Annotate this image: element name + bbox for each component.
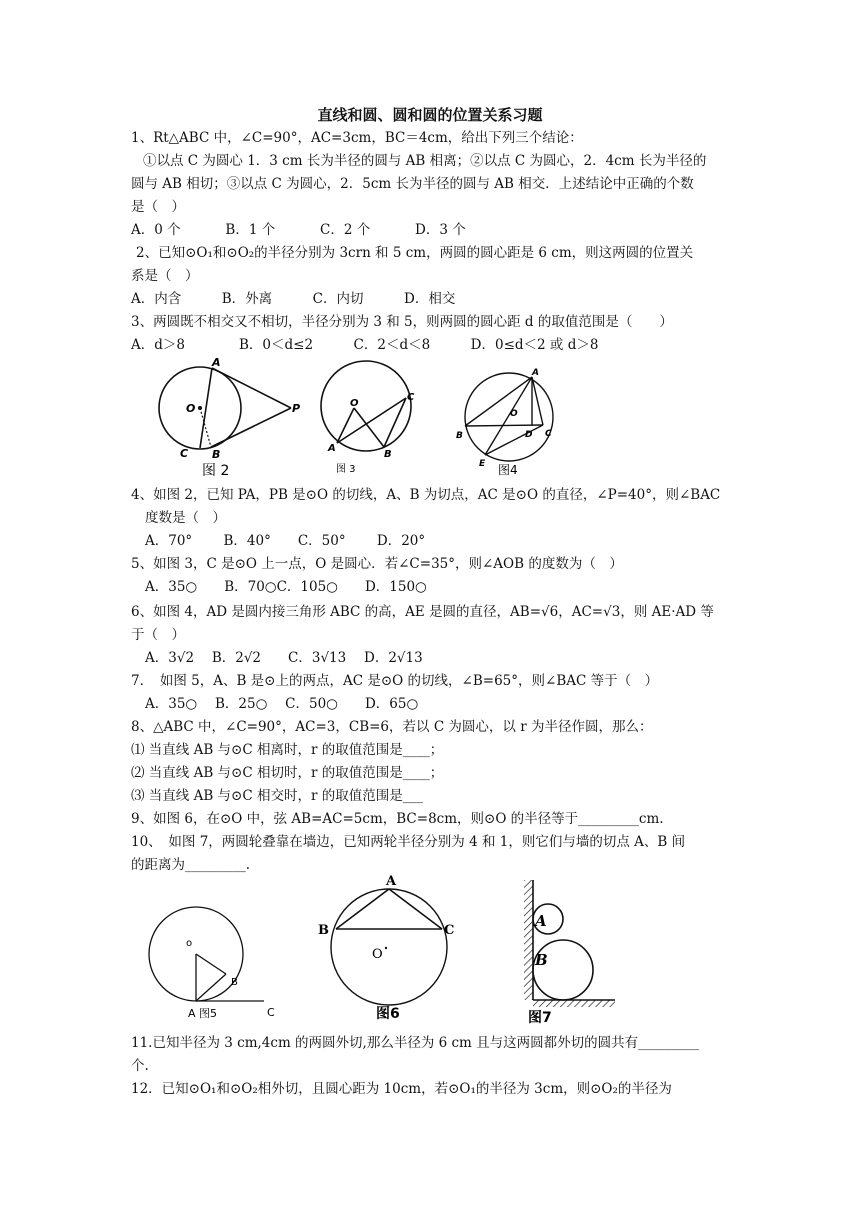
fig5-label-b: B (231, 977, 238, 988)
fig5-label-c: C (267, 1006, 275, 1019)
q7-line1: 7． 如图 5，A、B 是⊙上的两点，AC 是⊙O 的切线，∠B=65°，则∠BAC 等于（ ） (131, 673, 659, 689)
q9-line1: 9、如图 6，在⊙O 中，弦 AB=AC=5cm，BC=8cm，则⊙O 的半径等于_________cm. (131, 811, 664, 827)
fig7-label-b: B (535, 951, 548, 969)
figure-6 (314, 868, 464, 1028)
fig2-label-b: B (212, 448, 221, 461)
figure-3 (314, 358, 424, 478)
page-title: 直线和圆、圆和圆的位置关系习题 (317, 106, 543, 124)
figure-4 (452, 362, 572, 478)
figure-5 (146, 904, 286, 1022)
q4-line2: 度数是（ ） (145, 510, 226, 526)
fig2-label-a: A (212, 358, 221, 369)
q6-line1: 6、如图 4，AD 是圆内接三角形 ABC 的高，AE 是圆的直径，AB=√6，AC=√3，则 AE·AD 等 (131, 604, 714, 620)
q11-line2: 个. (131, 1058, 149, 1074)
q4-line1: 4、如图 2，已知 PA，PB 是⊙O 的切线，A、B 为切点，AC 是⊙O 的直径，∠P=40°，则∠BAC (131, 487, 721, 503)
fig7-caption: 图7 (528, 1010, 552, 1026)
fig2-label-o: O (186, 402, 196, 415)
q1-line4: 是（ ） (131, 199, 185, 215)
figure-2 (158, 358, 308, 478)
fig2-caption: 图 2 (202, 463, 230, 478)
q8-part1: ⑴ 当直线 AB 与⊙C 相离时，r 的取值范围是____； (131, 742, 444, 758)
fig6-label-o: O (372, 947, 383, 962)
fig3-label-a: A (328, 443, 336, 454)
fig4-caption: 图4 (498, 463, 518, 477)
q8-line1: 8、△ABC 中，∠C=90°，AC=3，CB=6，若以 C 为圆心，以 r 为半径作圆，那么： (131, 719, 653, 735)
fig4-label-d: D (525, 430, 533, 440)
figure-7 (514, 876, 624, 1028)
fig4-label-a: A (532, 368, 539, 378)
q10-line2: 的距离为_________. (131, 857, 251, 873)
q7-options: A．35○ B．25○ C．50○ D．65○ (145, 696, 419, 712)
q3-options: A．d＞8 B．0＜d≤2 C．2＜d＜8 D．0≤d＜2 或 d＞8 (131, 337, 599, 353)
fig4-label-e: E (479, 459, 486, 469)
fig3-label-b: B (384, 449, 392, 460)
q5-line1: 5、如图 3，C 是⊙O 上一点，O 是圆心．若∠C=35°，则∠AOB 的度数为（ ） (131, 556, 623, 572)
fig2-label-p: P (292, 402, 301, 415)
q2-line1: 2、已知⊙O₁和⊙O₂的半径分别为 3crn 和 5 cm，两圆的圆心距是 6 cm，则这两圆的位置关 (136, 245, 694, 261)
fig3-caption: 图 3 (336, 464, 356, 475)
q2-line2: 系是（ ） (131, 268, 199, 284)
q10-line1: 10、 如图 7，两圆轮叠靠在墙边，已知两轮半径分别为 4 和 1，则它们与墙的切点 A、B 间 (131, 834, 686, 850)
fig6-label-a: A (386, 874, 397, 889)
fig4-label-b: B (456, 431, 463, 441)
q6-line2: 于（ ） (131, 627, 185, 643)
fig3-label-c: C (407, 392, 415, 403)
fig5-label-o: o (186, 938, 193, 949)
q1-line3: 圆与 AB 相切；③以点 C 为圆心，2．5cm 长为半径的圆与 AB 相交．上述结论中正确的个数 (131, 176, 694, 192)
q12-line1: 12．已知⊙O₁和⊙O₂相外切，且圆心距为 10cm，若⊙O₁的半径为 3cm，则⊙O₂的半径为 (131, 1081, 672, 1097)
fig2-label-c: C (180, 447, 189, 460)
fig5-caption: A 图5 (188, 1007, 218, 1020)
q1-line2: ①以点 C 为圆心 1．3 cm 长为半径的圆与 AB 相离；②以点 C 为圆心，2．4cm 长为半径的 (143, 153, 707, 169)
fig4-label-c: C (545, 429, 552, 439)
q11-line1: 11.已知半径为 3 cm,4cm 的两圆外切,那么半径为 6 cm 且与这两圆都外切的圆共有_________ (131, 1035, 699, 1051)
q3-line1: 3、两圆既不相交又不相切，半径分别为 3 和 5，则两圆的圆心距 d 的取值范围是（ ） (131, 314, 673, 330)
q8-part3: ⑶ 当直线 AB 与⊙C 相交时，r 的取值范围是___ (131, 788, 423, 804)
q5-options: A．35○ B．70○C．105○ D．150○ (145, 579, 427, 595)
fig6-label-c: C (444, 923, 455, 938)
fig6-label-b: B (318, 923, 329, 938)
fig3-label-o: O (350, 398, 359, 409)
fig6-caption: 图6 (376, 1006, 400, 1022)
q4-options: A．70° B．40° C．50° D．20° (145, 533, 426, 549)
q1-options: A．0 个 B．1 个 C．2 个 D．3 个 (131, 222, 466, 238)
q1-line1: 1、Rt△ABC 中，∠C=90°，AC=3cm，BC＝4cm，给出下列三个结论： (131, 130, 583, 146)
fig4-label-o: O (510, 409, 518, 419)
fig7-label-a: A (535, 912, 547, 930)
q6-options: A．3√2 B．2√2 C．3√13 D．2√13 (145, 650, 423, 666)
q8-part2: ⑵ 当直线 AB 与⊙C 相切时，r 的取值范围是____； (131, 765, 444, 781)
q2-options: A．内含 B．外离 C．内切 D．相交 (131, 291, 456, 307)
